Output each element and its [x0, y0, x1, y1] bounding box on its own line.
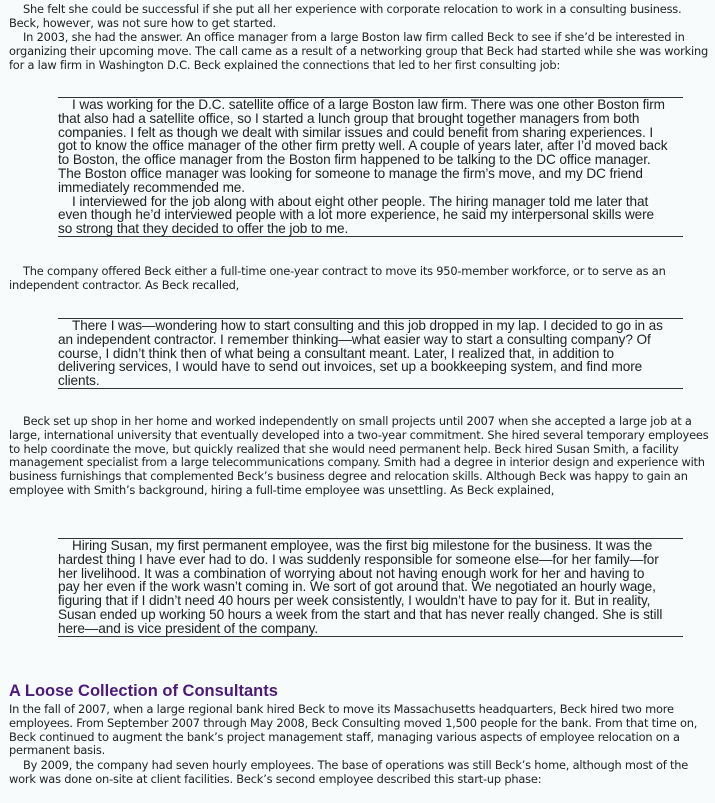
- quote-paragraph: Hiring Susan, my first permanent employee, was the first big milestone for the business. It was the hardest thing I have ever had to do. I was suddenly responsible for someone else—for her family—for her livelihood. It was a combination of worrying about not having enough work for her and having to pay her even if the work wasn’t coming in. We sort of got around that. We negotiated an hourly wage, figuring that if I didn’t need 40 hours per week consistently, I wouldn’t have to pay for it. But in reality, Susan ended up working 50 hours a week from the start and that has never really changed. She is still here—and is vice president of the company.: [58, 538, 663, 636]
- block-quote-first-job: [58, 97, 683, 237]
- paragraph-fall-2007: In the fall of 2007, when a large regional bank hired Beck to move its Massachusetts headquarters, Beck hired two more employees. From September 2007 through May 2008, Beck Consulting moved 1,500 people for the bank. From that time on, Beck continued to augment the bank’s project management staff, managing various aspects of employee relocation on a permanent basis.: [9, 702, 698, 758]
- paragraph-2009: By 2009, the company had seven hourly employees. The base of operations was still Beck’s home, although most of the work was done on-site at client facilities. Beck’s second employee described this start-up phase:: [9, 758, 689, 786]
- quote-paragraph: There I was—wondering how to start consulting and this job dropped in my lap. I decided to go in as an independent contractor. I remember thinking—what easier way to start a consulting company? Of course, I didn’t think then of what being a consultant meant. Later, I realized that, in addition to delivering services, I would have to send out invoices, set up a bookkeeping system, and find more clients.: [58, 318, 663, 389]
- paragraph-set-up-shop: Beck set up shop in her home and worked independently on small projects until 2007 when she accepted a large job at a large, international university that eventually developed into a two-year commitment. She hired several temporary employees to help coordinate the move, but quickly realized that she would need permanent help. Beck hired Susan Smith, a facility management specialist from a large telecommunications company. Smith had a degree in interior design and experience with business furnishings that complemented Beck’s business degree and relocation skills. Although Beck was happy to gain an employee with Smith’s background, hiring a full-time employee was unsettling. As Beck explained,: [9, 414, 709, 497]
- paragraph-intro: She felt she could be successful if she put all her experience with corporate relocation to work in a consulting business. Beck, however, was not sure how to get started.: [9, 2, 682, 30]
- quote-paragraph: I interviewed for the job along with about eight other people. The hiring manager told me later that even though he’d interviewed people with a lot more experience, he said my interpersonal skills were so strong that they decided to offer the job to me.: [58, 193, 655, 237]
- paragraph-2003: In 2003, she had the answer. An office manager from a large Boston law firm called Beck to see if she’d be interested in organizing their upcoming move. The call came as a result of a networking group that Beck had started while she was working for a law firm in Washington D.C. Beck explained the connections that led to her first consulting job:: [9, 30, 709, 72]
- section-heading: A Loose Collection of Consultants: [9, 682, 278, 700]
- quote-paragraph: I was working for the D.C. satellite office of a large Boston law firm. There was one other Boston firm that also had a satellite office, so I started a lunch group that brought together managers from both companies. I felt as though we dealt with similar issues and could benefit from sharing experiences. I got to know the office manager of the other firm pretty well. A couple of years later, after I’d moved back to Boston, the office manager from the Boston firm happened to be talking to the DC office manager. The Boston office manager was looking for someone to manage the firm’s move, and my DC friend immediately recommended me.: [58, 97, 668, 195]
- paragraph-contract-offer: The company offered Beck either a full-time one-year contract to move its 950-member workforce, or to serve as an independent contractor. As Beck recalled,: [9, 264, 666, 292]
- block-quote-hiring-susan: [58, 538, 683, 637]
- block-quote-independent-contractor: [58, 318, 683, 389]
